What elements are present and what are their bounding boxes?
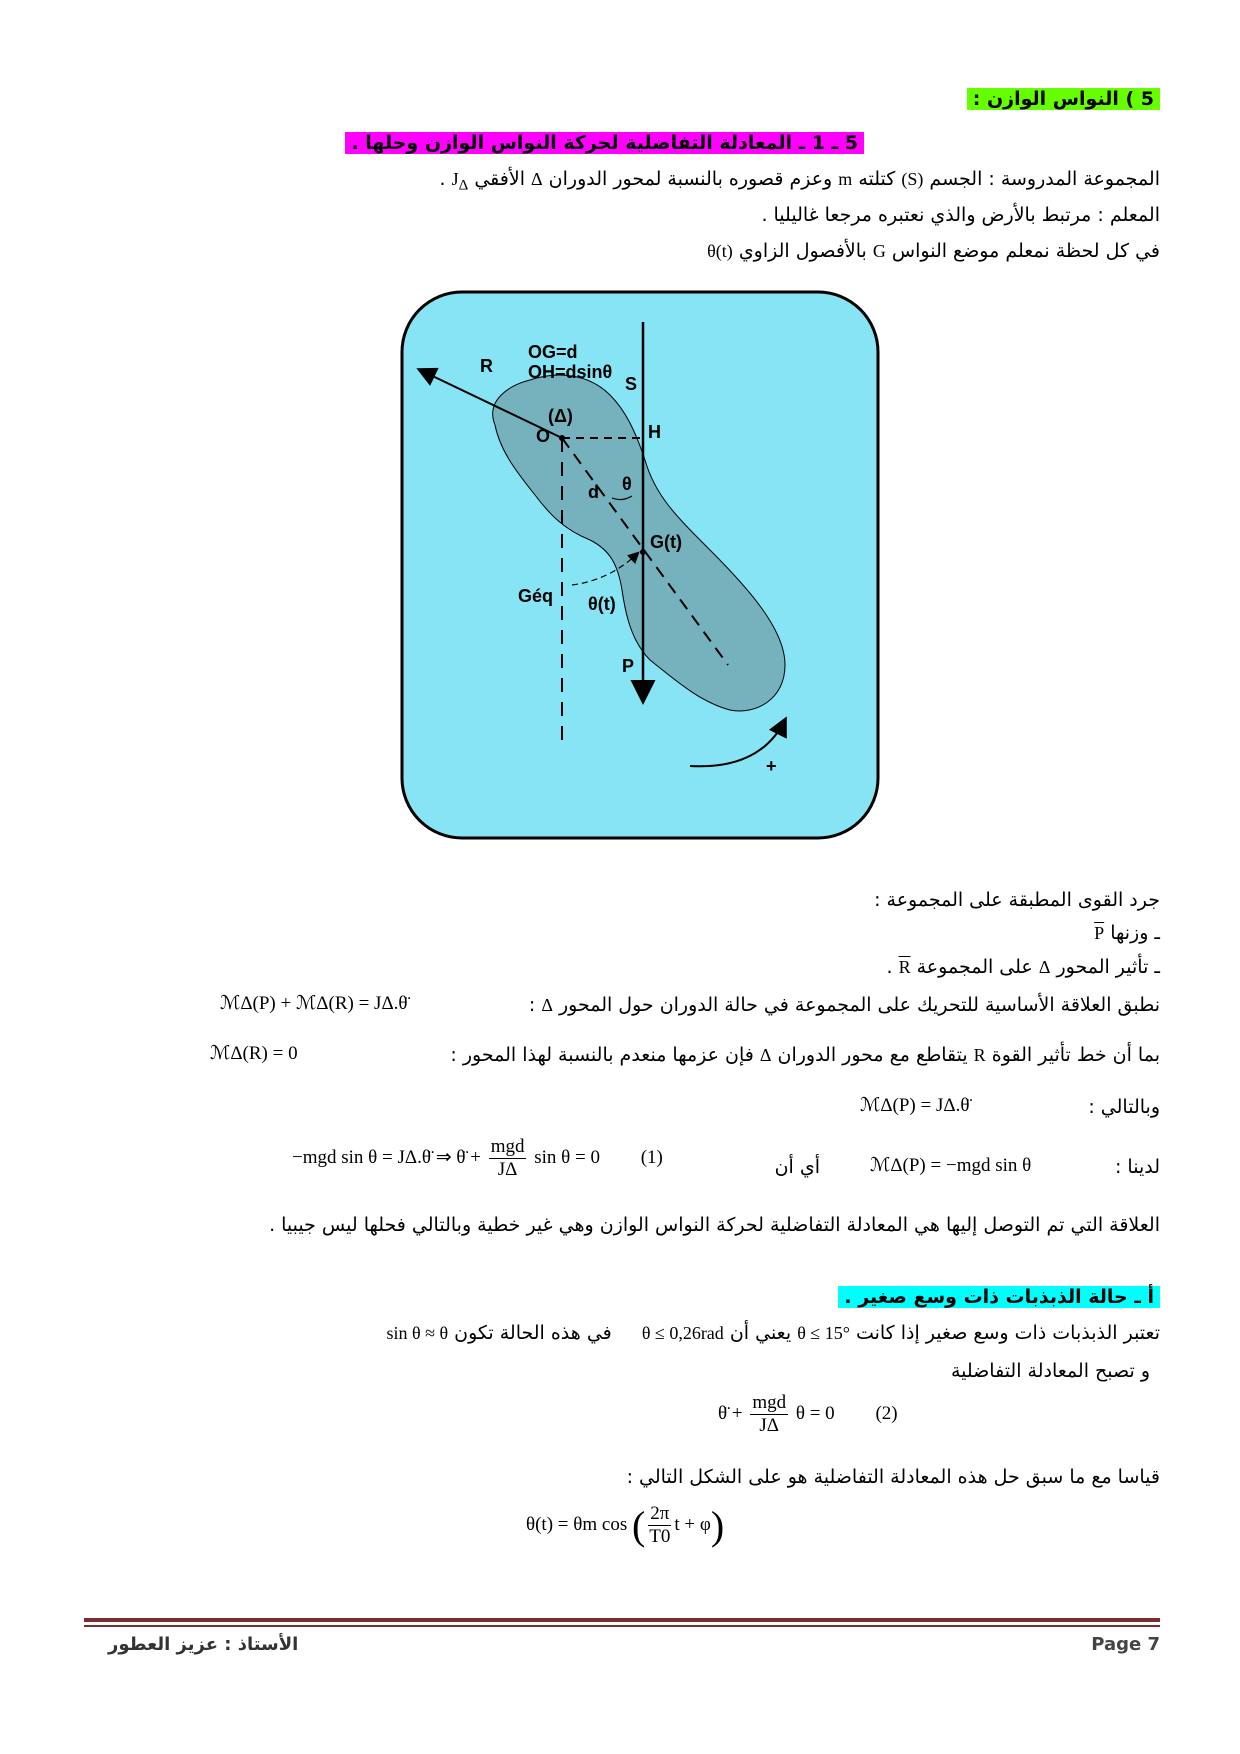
label-plus: + [766,756,777,776]
condition-text3: في هذه الحالة تكون [454,1322,612,1344]
eq1-rhs: sin θ = 0 [534,1146,600,1168]
reaction-text: ـ تأثير المحور [1056,956,1160,978]
eq2-lhs: θ̈ + [718,1402,743,1424]
fundamental-equation: ℳΔ(P) + ℳΔ(R) = JΔ.θ̈ [220,993,408,1014]
eq1-label: (1) [640,1146,663,1168]
therefore-text: وبالتالي : [1088,1096,1160,1118]
eq2-denominator: JΔ [759,1415,780,1436]
weight-symbol: $\overline{P}$ [1094,923,1105,943]
position-text2: بالأفصول الزاوي [738,240,867,262]
axis-symbol: Δ [531,169,543,189]
section-subtitle-text: 5 ـ 1 ـ المعادلة التفاضلية لحركة النواس الوازن وحلها . [345,132,864,154]
therefore-equation: ℳΔ(P) = JΔ.θ̈ [860,1095,970,1116]
eq2-label: (2) [875,1402,898,1424]
reaction-moment-text3: فإن عزمها منعدم بالنسبة لهذا المحور : [450,1044,754,1066]
label-theta: θ [622,474,632,494]
reaction-moment-axis: Δ [759,1045,772,1065]
section-title [80,84,1160,114]
point-g [640,549,646,555]
inertia-text: وعزم قصوره بالنسبة لمحور الدوران [548,168,833,190]
solution-equation: θ(t) = θm cos ( $\frac{2\pi}{T0}$ t + φ) [526,1503,725,1548]
pendulum-figure [400,290,880,840]
condition-text2: يعني أن [729,1322,792,1344]
eq2-fraction [750,1392,788,1437]
mass-m: m [838,169,853,189]
label-h: H [648,422,661,442]
reaction-moment-symbol: R [973,1045,986,1065]
label-p: P [622,656,635,676]
reaction-line [80,952,1160,982]
system-text: المجموعة المدروسة : الجسم [929,168,1160,190]
reaction-mid-text: على المجموعة [916,956,1033,978]
label-o: O [536,426,551,446]
label-theta-t: θ(t) [588,594,616,614]
equation-2 [718,1392,898,1437]
reaction-axis: Δ [1038,957,1051,977]
label-geq: Géq [518,586,554,606]
frame-line: المعلم : مرتبط بالأرض والذي نعتبره مرجعا غاليليا . [761,204,1160,226]
we-have-text: لدينا : [1114,1156,1160,1178]
label-gt: G(t) [650,532,682,552]
equation-1 [292,1136,663,1181]
fundamental-axis: Δ [541,995,553,1015]
label-oh: OH=dsinθ [528,362,613,382]
reaction-symbol: $\overline{R}$ [898,957,911,977]
intro-end: . [439,168,446,190]
position-line [80,236,1160,266]
section-subtitle [80,128,864,158]
sin-approximation: sin θ ≈ θ [386,1323,449,1343]
label-og: OG=d [528,342,578,362]
reaction-dot: . [886,956,893,978]
eq2-rhs: θ = 0 [795,1402,835,1424]
footer-page-number: Page 7 [1091,1634,1160,1655]
sol-denominator: T0 [649,1526,671,1547]
forces-heading: جرد القوى المطبقة على المجموعة : [874,889,1160,911]
mass-text: كتلته [858,168,896,190]
eq1-fraction [489,1136,527,1181]
section-title-text: 5 ) النواس الوازن : [967,88,1160,110]
condition-degrees: θ ≤ 15° [797,1323,850,1343]
eq1-lhs: −mgd sin θ = JΔ.θ̈ ⇒ θ̈ + [292,1146,481,1168]
reaction-moment-line [370,1040,1160,1070]
that-is-text: أي أن [774,1156,820,1178]
horizontal-text: الأفقي [474,168,525,190]
position-text: في كل لحظة نمعلم موضع النواس [891,240,1160,262]
eq1-denominator: JΔ [497,1159,518,1180]
eq1-numerator: mgd [490,1136,525,1157]
condition-radians: θ ≤ 0,26rad [641,1323,724,1343]
label-s: S [625,374,638,394]
position-theta: θ(t) [707,241,733,261]
intro-system-line [80,164,1160,201]
conclusion-line: العلاقة التي تم التوصل إليها هي المعادلة التفاضلية لحركة النواس الوازن وهي غير خطية وبالتالي فحلها ليس جيبيا . [269,1214,1160,1236]
fundamental-text: نطبق العلاقة الأساسية للتحريك على المجموعة في حالة الدوران حول المحور [558,994,1160,1016]
small-osc-heading [80,1282,1160,1312]
moment-equation: ℳΔ(P) = −mgd sin θ [870,1155,1032,1176]
sol-rhs: t + φ [674,1513,711,1535]
reaction-moment-text2: يتقاطع مع محور الدوران [777,1044,968,1066]
label-d: d [588,482,599,502]
solution-text: قياسا مع ما سبق حل هذه المعادلة التفاضلية هو على الشكل التالي : [626,1466,1160,1488]
weight-line [80,918,1160,948]
reaction-moment-text: بما أن خط تأثير القوة [991,1044,1160,1066]
eq2-numerator: mgd [752,1392,787,1413]
small-osc-heading-text: أ ـ حالة الذبذبات ذات وسع صغير . [838,1286,1160,1308]
reaction-moment-equation: ℳΔ(R) = 0 [210,1043,298,1064]
label-delta: (Δ) [548,406,573,426]
footer-rule-thick [84,1618,1160,1622]
j-subscript: Δ [458,177,469,194]
point-o [559,435,565,441]
small-osc-condition-line [80,1318,1160,1348]
footer-author: الأستاذ : عزيز العطور [108,1634,299,1655]
sol-lhs: θ(t) = θm cos [526,1513,628,1535]
system-s: (S) [901,169,924,189]
position-g: G [872,241,886,261]
label-r: R [480,356,493,376]
sol-numerator: 2π [650,1503,670,1524]
j-symbol: J [451,169,459,189]
weight-text: ـ وزنها [1110,922,1160,944]
condition-text1: تعتبر الذبذبات ذات وسع صغير إذا كانت [855,1322,1160,1344]
footer-rule-thin [84,1625,1160,1627]
fundamental-line: نطبق العلاقة الأساسية للتحريك على المجموعة في حالة الدوران حول المحور Δ : [528,994,1160,1016]
sol-fraction [648,1503,671,1548]
becomes-text: و تصبح المعادلة التفاضلية [950,1360,1150,1382]
